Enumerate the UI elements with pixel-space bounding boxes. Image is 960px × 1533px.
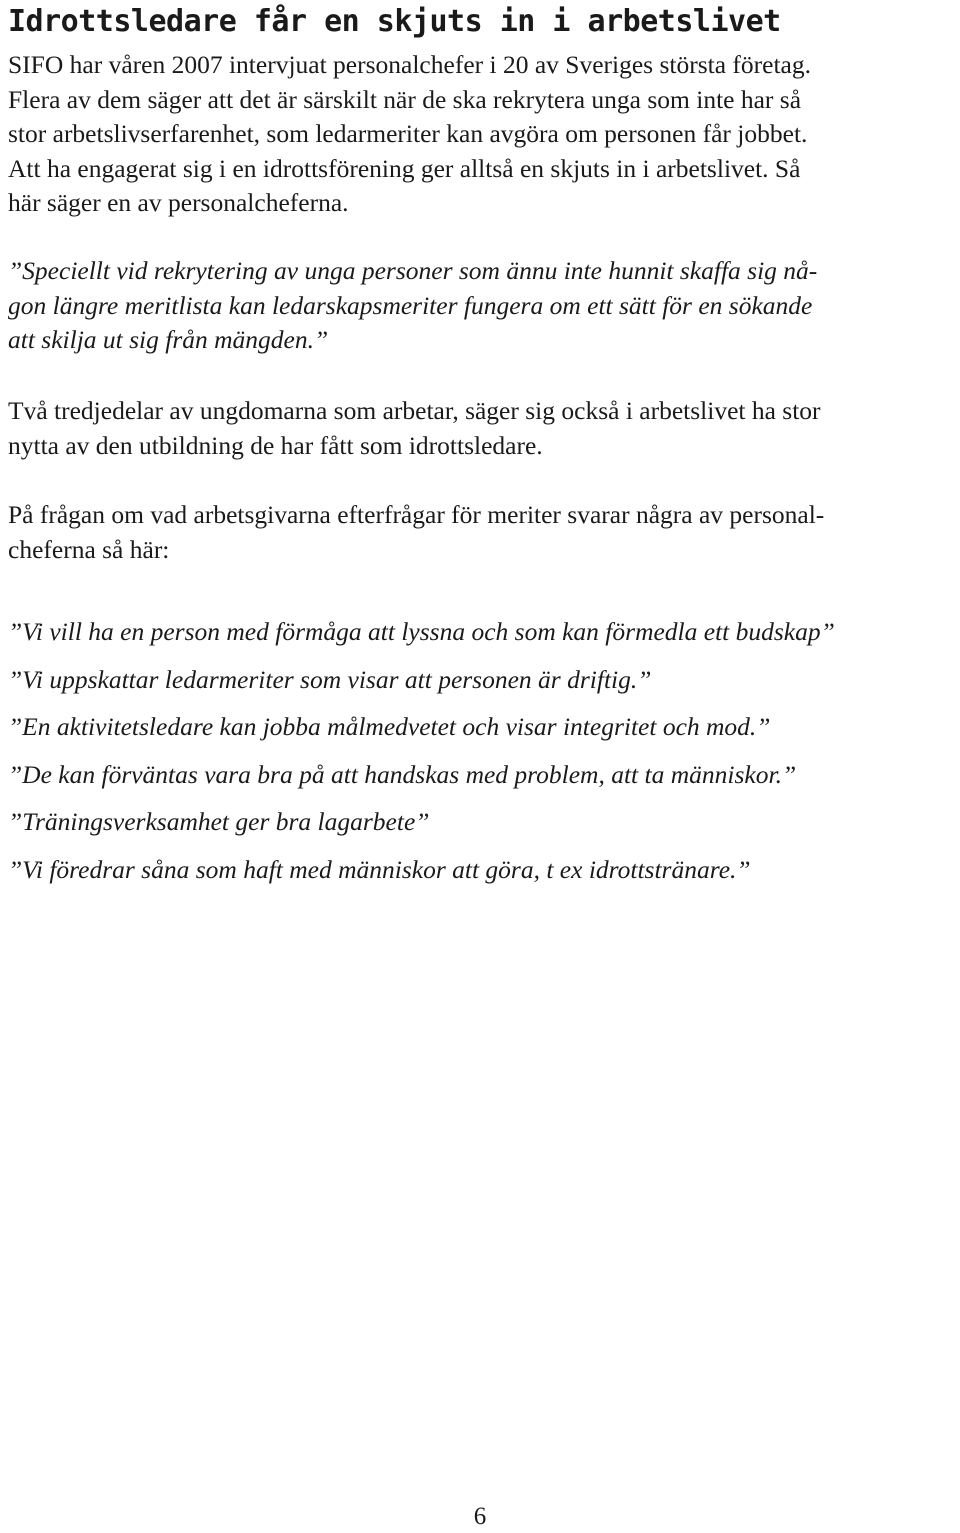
intro-line: SIFO har våren 2007 intervjuat personalchefer i 20 av Sveriges största företag. — [8, 50, 812, 79]
survey-line: nytta av den utbildning de har fått som idrottsledare. — [8, 430, 543, 460]
employer-quote: ”De kan förväntas vara bra på att handskas med problem, att ta människor.” — [8, 759, 797, 789]
employer-quote: ”Vi vill ha en person med förmåga att lyssna och som kan förmedla ett budskap” — [8, 617, 835, 646]
question-line: På frågan om vad arbetsgivarna efterfrågar för meriter svarar några av personal- — [8, 500, 825, 529]
intro-line: stor arbetslivserfarenhet, som ledarmeriter kan avgöra om personen får jobbet. — [8, 119, 808, 148]
intro-line: Flera av dem säger att det är särskilt när de ska rekrytera unga som inte har så — [8, 84, 802, 114]
quote-paragraph — [8, 254, 958, 358]
survey-paragraph — [8, 394, 958, 463]
intro-line: Att ha engagerat sig i en idrottsförening ger alltså en skjuts in i arbetslivet. Så — [8, 153, 801, 183]
question-paragraph — [8, 498, 958, 567]
quote-line: gon längre meritlista kan ledarskapsmeriter fungera om ett sätt för en sökande — [8, 290, 813, 320]
intro-line: här säger en av personalcheferna. — [8, 188, 349, 217]
employer-quotes-list — [8, 612, 958, 897]
employer-quote: ”En aktivitetsledare kan jobba målmedvetet och visar integritet och mod.” — [8, 712, 771, 741]
page-number: 6 — [473, 1503, 487, 1530]
quote-line: ”Speciellt vid rekrytering av unga personer som ännu inte hunnit skaffa sig nå- — [8, 256, 818, 285]
employer-quote: ”Träningsverksamhet ger bra lagarbete” — [8, 807, 430, 836]
intro-paragraph — [8, 48, 958, 221]
employer-quote: ”Vi uppskattar ledarmeriter som visar att personen är driftig.” — [8, 664, 652, 694]
employer-quote: ”Vi föredrar såna som haft med människor att göra, t ex idrottstränare.” — [8, 854, 751, 884]
question-line: cheferna så här: — [8, 534, 170, 564]
quote-line: att skilja ut sig från mängden.” — [8, 325, 329, 354]
survey-line: Två tredjedelar av ungdomarna som arbetar, säger sig också i arbetslivet ha stor — [8, 396, 821, 425]
page-title: Idrottsledare får en skjuts in i arbetslivet — [8, 4, 781, 39]
